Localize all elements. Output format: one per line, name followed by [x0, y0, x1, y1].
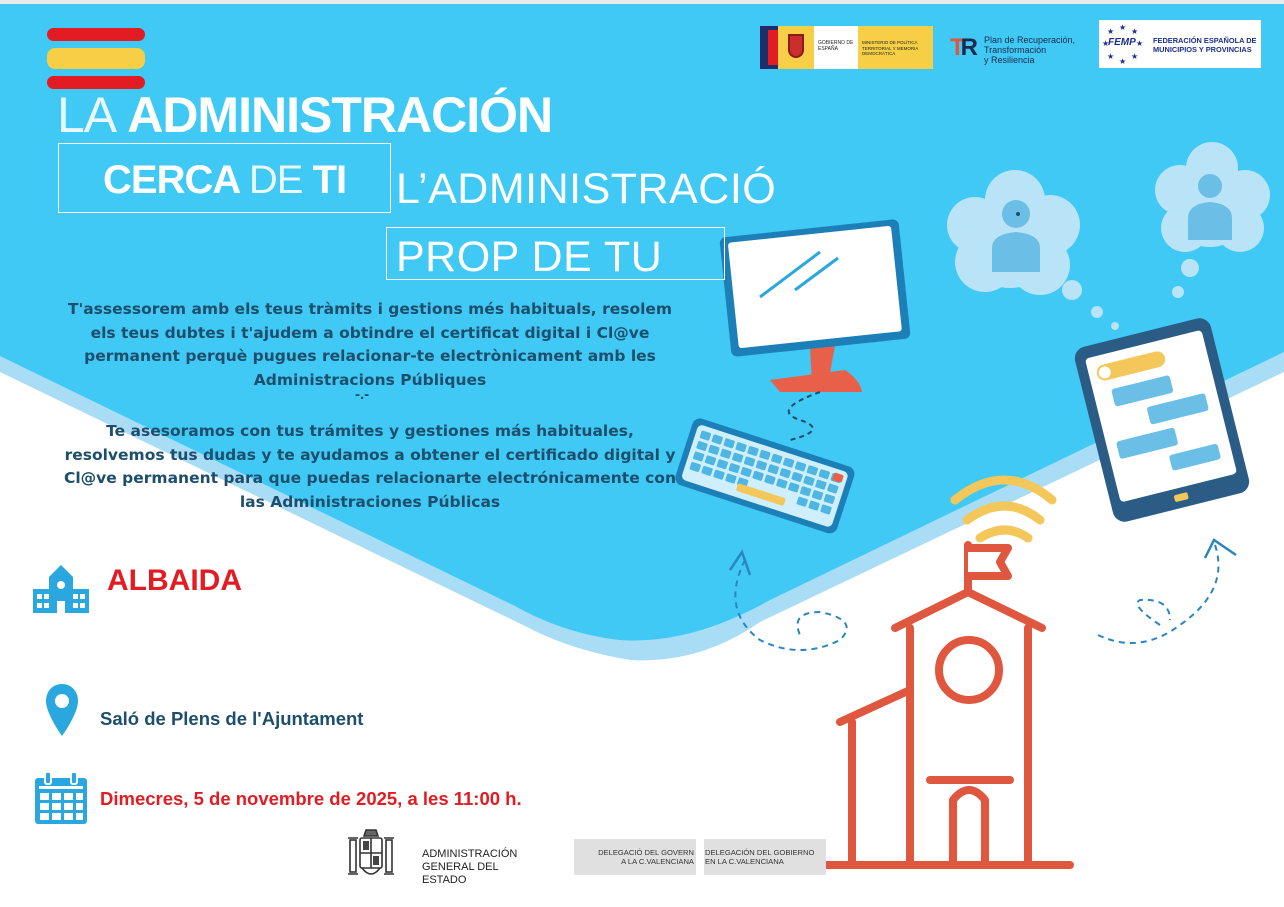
- plan-recuperacion-logo: [948, 30, 1088, 70]
- school-building-icon: [31, 563, 91, 615]
- age-line2: GENERAL DEL: [422, 861, 499, 873]
- location-pin-icon: [44, 682, 80, 738]
- gobierno-logo: [760, 26, 933, 69]
- valencian-title-line1: L’ADMINISTRACIÓ: [396, 165, 777, 213]
- age-text: [422, 848, 542, 887]
- plan-line3: y Resiliencia: [984, 55, 1035, 65]
- flag-stripe-red-top: [47, 28, 145, 41]
- subtitle-ti: TI: [312, 158, 347, 202]
- town-name: ALBAIDA: [107, 564, 242, 597]
- svg-text:★: ★: [1102, 39, 1110, 48]
- subtitle-de: DE: [248, 158, 303, 202]
- paragraph-spanish: Te asesoramos con tus trámites y gestiones más habituales, resolvemos tus dudas y te ayudamos a obtener el certificado digital y Cl@ve permanent para que puedas relacionarte electrónicamente con las Administraciones Públicas: [63, 422, 676, 511]
- royal-coat-of-arms-icon: [346, 826, 396, 884]
- plan-line1: Plan de Recuperación,: [984, 35, 1076, 45]
- subtitle-cerca: CERCA: [103, 158, 239, 202]
- age-line3: ESTADO: [422, 874, 467, 886]
- femp-line2: MUNICIPIOS Y PROVINCIAS: [1153, 45, 1252, 54]
- ministerio-text: MINISTERIO DE POLÍTICA TERRITORIAL Y MEMORIA DEMOCRÁTICA: [862, 40, 919, 56]
- dashed-arrow-right: [1098, 545, 1218, 643]
- delegacion-spanish-box: [704, 839, 826, 875]
- paragraph-valencian: T'assessorem amb els teus tràmits i gestions més habituals, resolem els teus dubtes i t'ajudem a obtindre el certificat digital i Cl@ve permanent perquè pugues relacionar-te electrònicament amb les Administracions Públiques: [67, 300, 673, 389]
- town-hall-icon: [818, 545, 1070, 865]
- flag-stripe-yellow: [47, 48, 145, 69]
- svg-text:★: ★: [1107, 52, 1115, 61]
- svg-text:★: ★: [1131, 27, 1139, 36]
- femp-badge: FEMP: [1108, 37, 1136, 48]
- delegacio-valencian-box: [574, 839, 696, 875]
- femp-logo: [1099, 20, 1261, 68]
- main-title: [57, 86, 552, 144]
- svg-text:★: ★: [1119, 57, 1127, 66]
- title-main: ADMINISTRACIÓN: [127, 87, 553, 143]
- separator: -.-: [355, 386, 370, 403]
- spain-shield-icon: [788, 34, 804, 58]
- deleg-val-line1: DELEGACIÓ DEL GOVERN: [598, 848, 694, 857]
- calendar-icon: [33, 770, 89, 826]
- valencian-title-line2: PROP DE TU: [396, 233, 663, 281]
- plan-line2: Transformación: [984, 45, 1047, 55]
- femp-line1: FEDERACIÓN ESPAÑOLA DE: [1153, 36, 1257, 45]
- svg-text:★: ★: [1131, 52, 1139, 61]
- gobierno-text: GOBIERNO DE ESPAÑA: [818, 40, 854, 52]
- title-prefix: LA: [57, 87, 117, 143]
- event-datetime: Dimecres, 5 de novembre de 2025, a les 11:00 h.: [100, 788, 522, 809]
- deleg-es-line2: EN LA C.VALENCIANA: [705, 857, 784, 866]
- subtitle-cerca-de-ti: [103, 158, 346, 203]
- venue-text: Saló de Plens de l'Ajuntament: [100, 708, 364, 729]
- deleg-es-line1: DELEGACIÓN DEL GOBIERNO: [705, 848, 815, 857]
- svg-text:★: ★: [1107, 27, 1115, 36]
- svg-text:★: ★: [1119, 23, 1127, 32]
- svg-text:★: ★: [1136, 39, 1144, 48]
- age-line1: ADMINISTRACIÓN: [422, 848, 518, 860]
- tr-mark-icon: TR: [950, 34, 975, 61]
- deleg-val-line2: A LA C.VALENCIANA: [621, 857, 694, 866]
